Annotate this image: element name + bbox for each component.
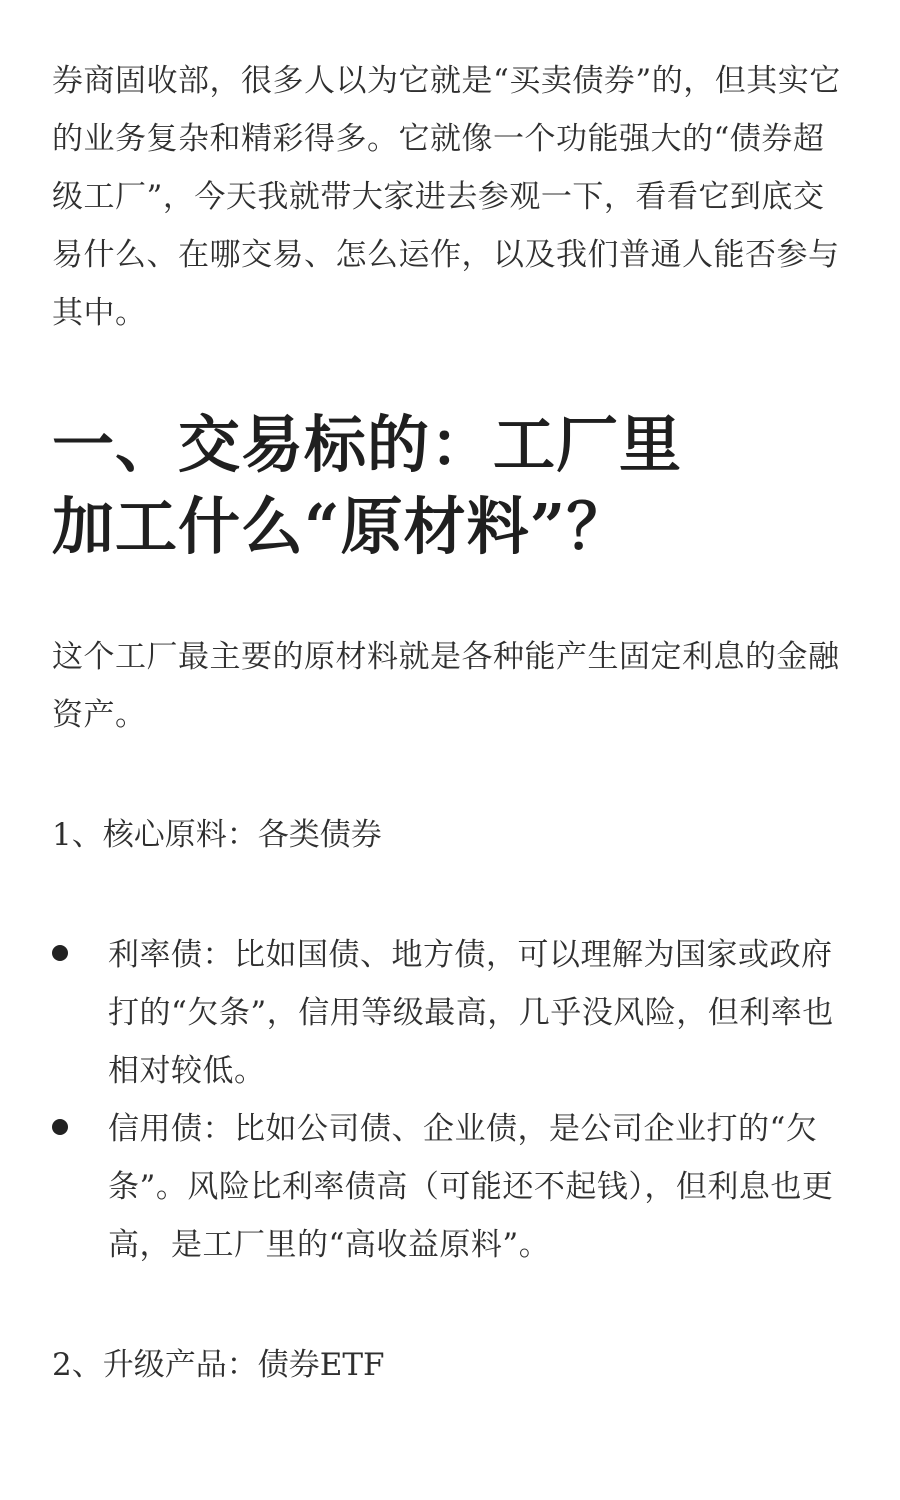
credit-bond-text: 信用债：比如公司债、企业债，是公司企业打的“欠条”。风险比利率债高（可能还不起钱），但利息也更高，是工厂里的“高收益原料”。: [108, 1111, 834, 1263]
section-title: [52, 404, 832, 568]
list-item: [52, 926, 852, 1100]
section-title-line-1: 一、交易标的：工厂里: [52, 408, 683, 481]
subheading-bond-etf: 2、升级产品：债券ETF: [52, 1347, 385, 1383]
bullet-icon: [52, 945, 68, 961]
list-item: [52, 1100, 852, 1274]
rate-bond-text: 利率债：比如国债、地方债，可以理解为国家或政府打的“欠条”，信用等级最高，几乎没风险，但利率也相对较低。: [108, 937, 834, 1089]
subheading-core-materials: 1、核心原料：各类债券: [52, 817, 382, 853]
intro-paragraph: 券商固收部，很多人以为它就是“买卖债券”的，但其实它的业务复杂和精彩得多。它就像一个功能强大的“债券超级工厂”，今天我就带大家进去参观一下，看看它到底交易什么、在哪交易、怎么运作，以及我们普通人能否参与其中。: [52, 63, 841, 331]
bond-type-list: [52, 926, 852, 1274]
section-title-line-2: 加工什么“原材料”？: [52, 490, 630, 563]
bullet-icon: [52, 1119, 68, 1135]
lead-paragraph: 这个工厂最主要的原材料就是各种能产生固定利息的金融资产。: [52, 639, 840, 733]
